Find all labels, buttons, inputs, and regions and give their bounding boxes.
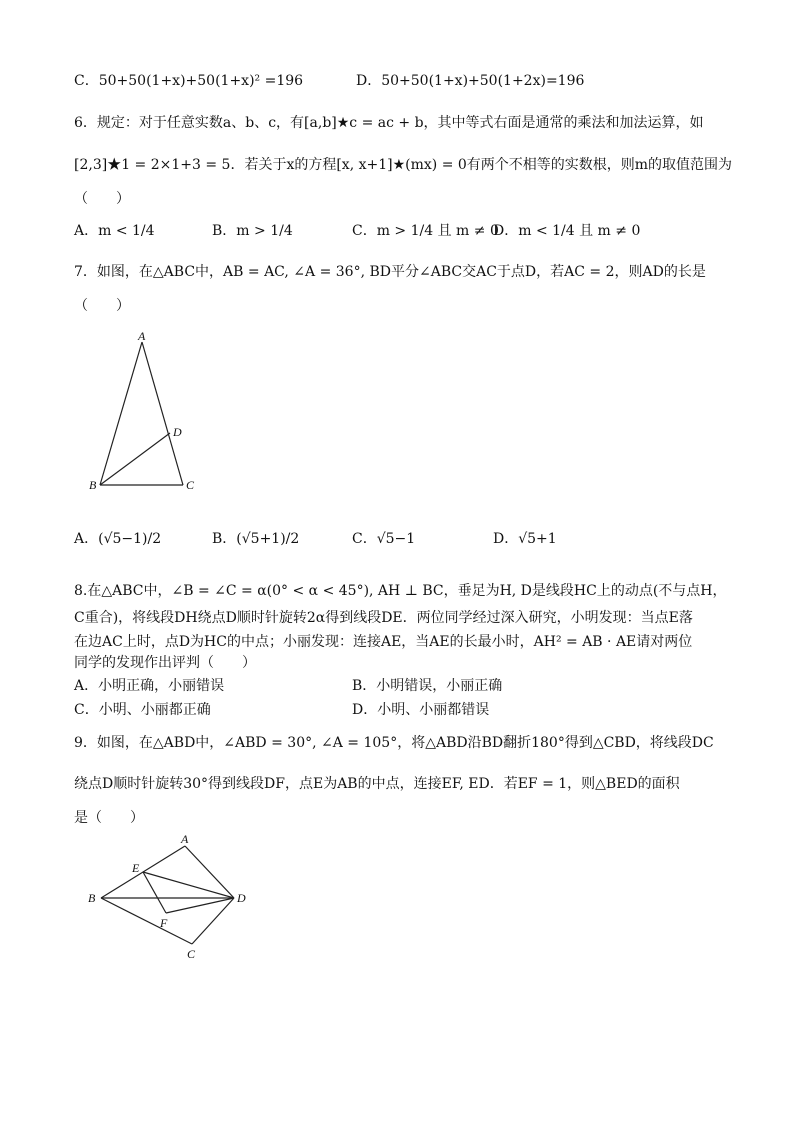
q9-label-d: D <box>237 891 246 905</box>
q9-segment-ed <box>143 872 234 898</box>
q6-option-d: D．m < 1/4 且 m ≠ 0 <box>493 223 641 239</box>
q7-option-b: B．(√5+1)/2 <box>212 531 300 547</box>
q8-option-c: C．小明、小丽都正确 <box>74 702 211 718</box>
q7-segment-ab <box>100 342 142 485</box>
q6-stem-line1: 6．规定：对于任意实数a、b、c，有[a,b]★c = ac + b，其中等式右面是通常的乘法和加法运算，如 <box>74 115 704 131</box>
q9-stem-line3: 是（ ） <box>74 810 144 826</box>
q6-option-b: B．m > 1/4 <box>212 223 293 239</box>
q9-label-f: F <box>160 916 168 930</box>
q8-stem-line4: 同学的发现作出评判（ ） <box>74 655 256 671</box>
q7-label-c: C <box>186 478 195 492</box>
q7-stem-line1: 7．如图，在△ABC中，AB = AC, ∠A = 36°, BD平分∠ABC交AC于点D，若AC = 2，则AD的长是 <box>74 264 706 280</box>
q6-option-c: C．m > 1/4 且 m ≠ 0 <box>352 223 499 239</box>
q9-segment-bc <box>101 898 192 944</box>
q7-segment-ac <box>142 342 183 485</box>
q5-option-d: D．50+50(1+x)+50(1+2x)=196 <box>356 73 585 89</box>
q8-stem-line2: C重合)，将线段DH绕点D顺时针旋转2α得到线段DE．两位同学经过深入研究，小明发现：当点E落 <box>74 610 693 626</box>
q6-paren: （ ） <box>74 191 130 207</box>
q8-option-b: B．小明错误，小丽正确 <box>352 678 503 694</box>
q6-option-a: A．m < 1/4 <box>74 223 155 239</box>
q9-stem-line1: 9．如图，在△ABD中，∠ABD = 30°, ∠A = 105°，将△ABD沿BD翻折180°得到△CBD，将线段DC <box>74 735 714 751</box>
q5-option-c: C．50+50(1+x)+50(1+x)² =196 <box>74 73 304 89</box>
q9-segment-cd <box>192 898 234 944</box>
q7-label-b: B <box>89 478 97 492</box>
q7-option-c: C．√5−1 <box>352 531 416 547</box>
q9-label-a: A <box>181 832 189 846</box>
q9-label-c: C <box>187 947 196 961</box>
q6-stem-line2: [2,3]★1 = 2×1+3 = 5．若关于x的方程[x, x+1]★(mx) = 0有两个不相等的实数根，则m的取值范围为 <box>74 157 733 173</box>
q7-triangle-figure <box>84 330 204 495</box>
q9-label-e: E <box>132 861 140 875</box>
q8-stem-line3: 在边AC上时，点D为HC的中点；小丽发现：连接AE，当AE的长最小时，AH² = AB · AE请对两位 <box>74 634 693 650</box>
q9-segment-fd <box>166 898 234 913</box>
q7-option-a: A．(√5−1)/2 <box>74 531 162 547</box>
q9-label-b: B <box>88 891 96 905</box>
q9-stem-line2: 绕点D顺时针旋转30°得到线段DF，点E为AB的中点，连接EF, ED．若EF = 1，则△BED的面积 <box>74 776 680 792</box>
q7-option-d: D．√5+1 <box>493 531 557 547</box>
q9-segment-ad <box>185 846 234 898</box>
q8-stem-line1: 8.在△ABC中，∠B = ∠C = α(0° < α < 45°), AH ⊥ BC，垂足为H, D是线段HC上的动点(不与点H， <box>74 583 727 599</box>
q7-paren: （ ） <box>74 298 130 314</box>
q9-quadrilateral-figure <box>84 832 254 962</box>
q7-label-d: D <box>173 425 182 439</box>
q7-label-a: A <box>138 330 146 343</box>
q8-option-d: D．小明、小丽都错误 <box>352 702 490 718</box>
q7-segment-bd <box>100 433 170 485</box>
q8-option-a: A．小明正确，小丽错误 <box>74 678 225 694</box>
